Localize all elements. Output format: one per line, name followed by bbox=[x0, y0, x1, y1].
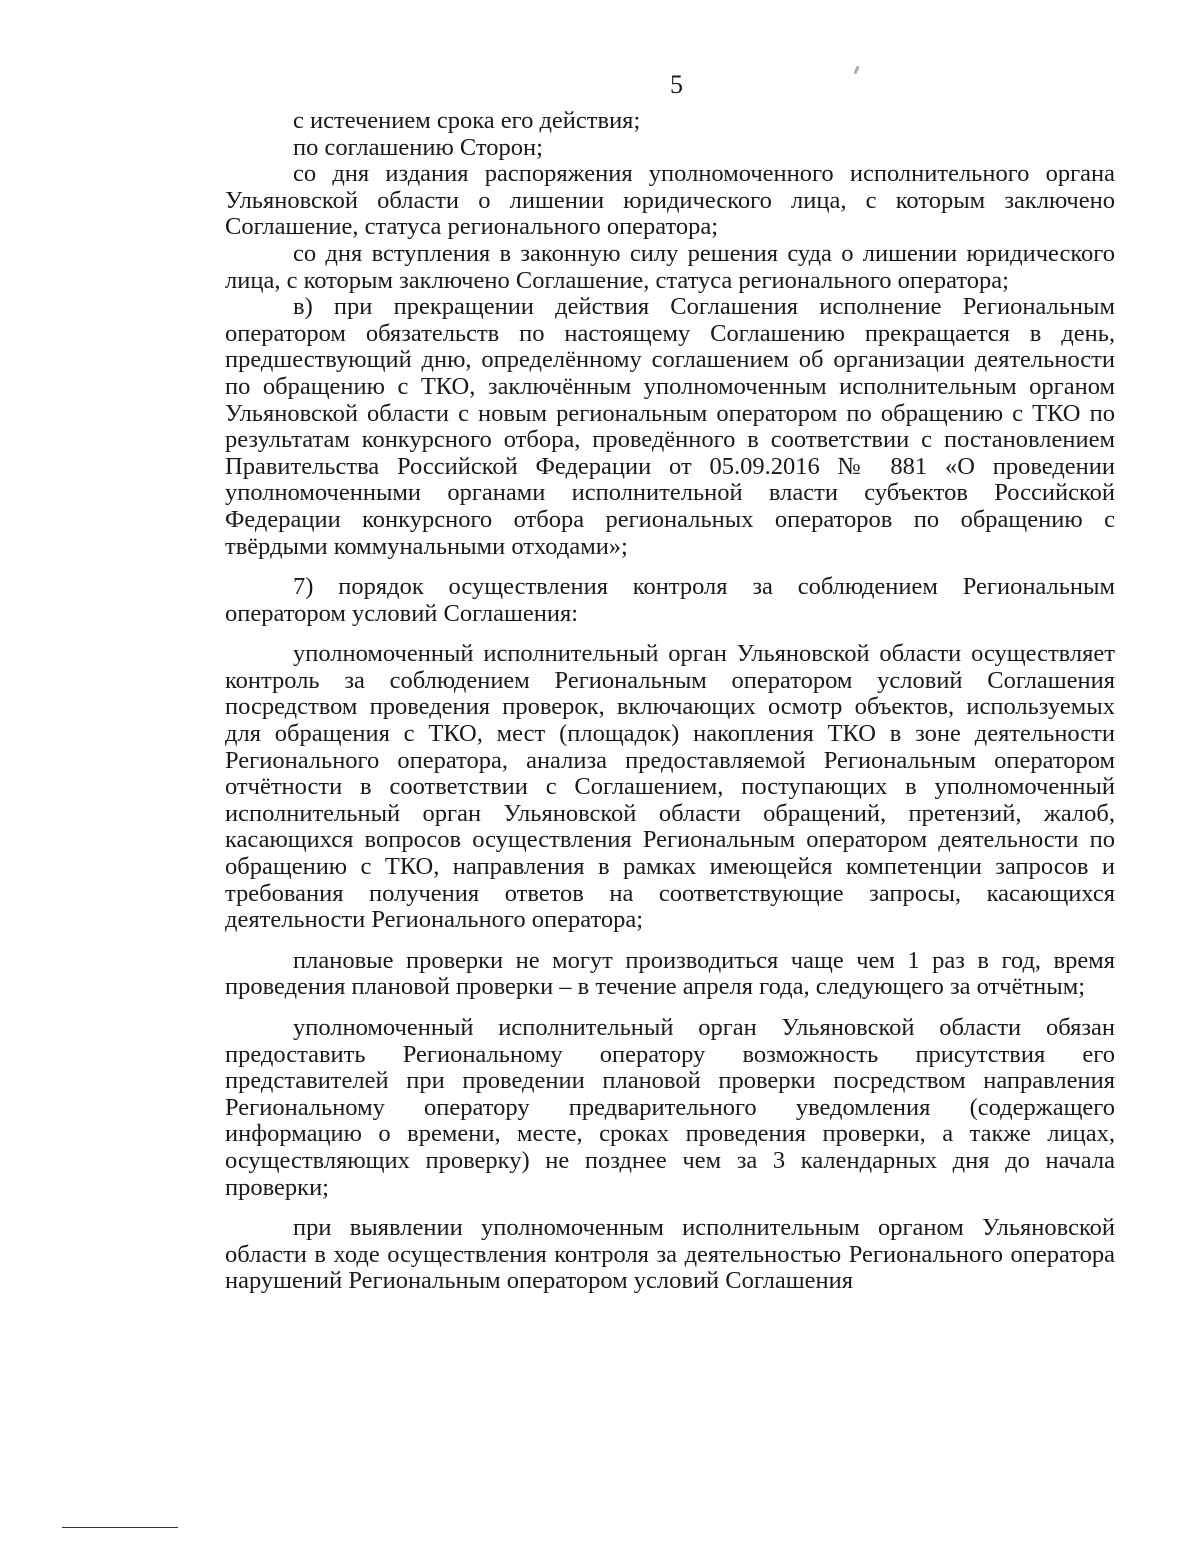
page-number: 5 bbox=[670, 70, 683, 99]
scan-speck bbox=[853, 66, 859, 75]
paragraph-term-expiry: с истечением срока его действия; bbox=[293, 107, 641, 134]
paragraph-presence-notice: уполномоченный исполнительный орган Ульяновской области обязан предоставить Региональному оператору возможность присутствия его представителей при проведении плановой проверки посредством направления Региональному оператору предварительного уведомления (содержащего информацию о времени, месте, сроках проведения проверки, а также лицах, осуществляющих проверку) не позднее чем за 3 календарных дня до начала проверки; bbox=[225, 1014, 1115, 1201]
paragraph-termination: в) при прекращении действия Соглашения исполнение Региональным оператором обязательств по настоящему Соглашению прекращается в день, предшествующий дню, определённому соглашением об организации деятельности по обращению с ТКО, заключённым уполномоченным исполнительным органом Ульяновской области с новым региональным оператором по обращению с ТКО по результатам конкурсного отбора, проведённого в соответствии с постановлением Правительства Российской Федерации от 05.09.2016 № 881 «О проведении уполномоченными органами исполнительной власти субъектов Российской Федерации конкурсного отбора региональных операторов по обращению с твёрдыми коммунальными отходами»; bbox=[225, 293, 1115, 560]
paragraph-by-agreement: по соглашению Сторон; bbox=[293, 133, 543, 161]
paragraph-control-procedure: 7) порядок осуществления контроля за соблюдением Региональным оператором условий Соглашения: bbox=[225, 573, 1115, 627]
paragraph-planned-inspections: плановые проверки не могут производиться чаще чем 1 раз в год, время проведения плановой проверки – в течение апреля года, следующего за отчётным; bbox=[225, 946, 1115, 1001]
paragraph-control-scope: уполномоченный исполнительный орган Ульяновской области осуществляет контроль за соблюдением Региональным оператором условий Соглашения посредством проведения проверок, включающих осмотр объектов, используемых для обращения с ТКО, мест (площадок) накопления ТКО в зоне деятельности Регионального оператора, анализа предоставляемой Региональным оператором отчётности в соответствии с Соглашением, поступающих в уполномоченный исполнительный орган Ульяновской области обращений, претензий, жалоб, касающихся вопросов осуществления Региональным оператором деятельности по обращению с ТКО, направления в рамках имеющейся компетенции запросов и требования получения ответов на соответствующие запросы, касающихся деятельности Регионального оператора; bbox=[225, 640, 1115, 934]
paragraph-court-decision: со дня вступления в законную силу решения суда о лишении юридического лица, с которым заключено Соглашение, статуса регионального оператора; bbox=[225, 239, 1115, 294]
paragraph-order-issue: со дня издания распоряжения уполномоченного исполнительного органа Ульяновской области о лишении юридического лица, с которым заключено Соглашение, статуса регионального оператора; bbox=[225, 160, 1115, 241]
paragraph-violations: при выявлении уполномоченным исполнительным органом Ульяновской области в ходе осуществления контроля за деятельностью Регионального оператора нарушений Региональным оператором условий Соглашения bbox=[225, 1214, 1115, 1295]
document-body bbox=[225, 108, 1115, 1295]
footnote-rule bbox=[62, 1527, 178, 1528]
